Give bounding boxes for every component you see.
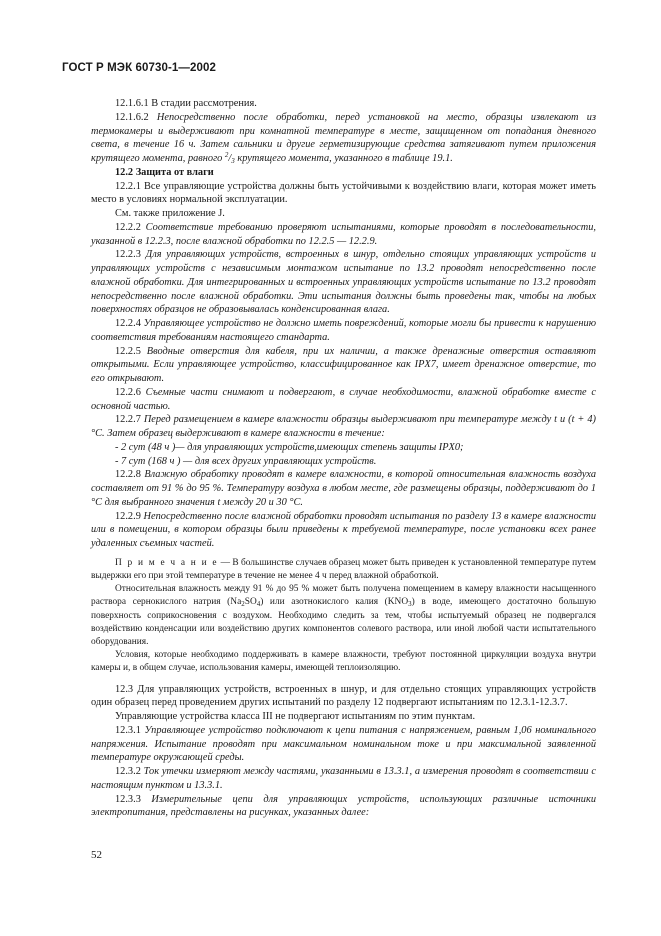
section-heading-12-2: 12.2 Защита от влаги: [115, 166, 214, 178]
paragraph-12-2-3: [91, 248, 596, 317]
subscript: 3: [408, 600, 412, 609]
clause-text: Управляющее устройство подключают к цепи питания с напряжением, равным 1,06 номинального напряжения. Испытание проводят при максимальном номинальном токе и при максимальной заявленной температуре окружающей среды.: [91, 724, 596, 764]
clause-number: 12.2.6: [115, 386, 141, 398]
note-paragraph-1: [91, 557, 596, 583]
paragraph-12-2-9: [91, 510, 596, 551]
paragraph-12-2-7: [91, 413, 596, 441]
clause-number: 12.2.9: [115, 510, 141, 522]
clause-text: Непосредственно после обработки, перед установкой на место, образцы извлекают из термокамеры и выдерживают при комнатной температуре в месте, защищенном от попадания дневного света, в течение 16 ч. Затем сальники и другие герметизирующие средства затягивают путем приложения крутящего момента, равного: [91, 111, 596, 164]
clause-text: Вводные отверстия для кабеля, при их наличии, а также дренажные отверстия оставляют открытыми. Если управляющее устройство, классифицированное как IPX7, имеет дренажное отверстие, то его открывают.: [91, 345, 596, 384]
paragraph-12-2-5: [91, 345, 596, 386]
note-text: SO: [244, 597, 257, 608]
standard-header: ГОСТ Р МЭК 60730-1—2002: [62, 62, 216, 74]
paragraph-12-2-2: [91, 221, 596, 249]
note-text: Относительная влажность между 91 % до 95 % может быть получена помещением в камеру влажности насыщенного раствора сернокислого натрия (Na: [91, 584, 596, 608]
clause-text: Перед размещением в камере влажности образцы выдерживают при температуре между t и (t + 4) °C. Затем образец выдерживают в камере влажности в течение:: [91, 414, 596, 439]
paragraph-12-3: 12.3 Для управляющих устройств, встроенных в шнур, и для отдельно стоящих управляющих устройств один образец перед проведением других испытаний по разделу 12 подвергают испытаниям по 12.3.1-12.3.7.: [91, 683, 596, 709]
paragraph-12-3-2: [91, 765, 596, 793]
paragraph-12-3-1: [91, 724, 596, 765]
fraction-denominator: 3: [231, 157, 235, 165]
clause-number: 12.2.3: [115, 249, 141, 261]
note-label: П р и м е ч а н и е: [115, 557, 219, 568]
clause-text-end: крутящего момента, указанного в таблице 19.1.: [234, 153, 453, 164]
note-paragraph-2: [91, 583, 596, 649]
paragraph-see-annex: См. также приложение J.: [115, 208, 225, 219]
clause-text: Соответствие требованию проверяют испытаниями, которые проводят в последовательности, указанной в 12.2.3, после влажной обработки по 12.2.5 — 12.2.9.: [91, 221, 596, 247]
page-number: 52: [91, 849, 102, 861]
clause-text: Ток утечки измеряют между частями, указанными в 13.3.1, а измерения проводят в соответствии с настоящим пунктом и 13.3.1.: [91, 766, 596, 791]
paragraph-12-1-6-2: [91, 111, 596, 166]
clause-number: 12.2.7: [115, 414, 141, 426]
paragraph-class-iii: Управляющие устройства класса III не подвергают испытаниям по этим пунктам.: [115, 711, 476, 723]
subscript: 4: [256, 600, 261, 609]
subscript: 2: [241, 600, 245, 609]
clause-number: 12.2.5: [115, 345, 141, 357]
clause-text: Измерительные цепи для управляющих устройств, использующих различные источники электропитания, представлены на рисунках, указанных далее:: [91, 793, 596, 819]
note-text: — В большинстве случаев образец может быть приведен к установленной температуре путем выдержки его при этой температуре в течение не менее 4 ч перед влажной обработкой.: [91, 557, 596, 581]
clause-number: 12.3.1: [115, 724, 141, 736]
note-text: ) или азотнокислого калия (KNO: [260, 597, 409, 608]
list-item-other: - 7 сут (168 ч ) — для всех других управляющих устройств.: [115, 455, 377, 467]
clause-text: Управляющее устройство не должно иметь повреждений, которые могли бы привести к нарушению соответствия требованиям настоящего стандарта.: [91, 318, 596, 343]
clause-text: Влажную обработку проводят в камере влажности, в которой относительная влажность воздуха составляет от 91 % до 95 %. Температуру воздуха в любом месте, где размещены образцы, поддерживают до 1 °C для выбранного значения t между 20 и 30 °C.: [91, 469, 596, 508]
clause-number: 12.1.6.2: [115, 111, 149, 123]
paragraph-12-3-3: [91, 793, 596, 821]
clause-text: Съемные части снимают и подвергают, в случае необходимости, влажной обработке вместе с основной частью.: [91, 386, 596, 412]
clause-number: 12.2.4: [115, 318, 141, 329]
clause-number: 12.2.2: [115, 221, 141, 233]
paragraph-12-2-4: [91, 317, 596, 345]
fraction: $^2/_3$: [224, 151, 235, 165]
paragraph-12-2-1: 12.2.1 Все управляющие устройства должны быть устойчивыми к воздействию влаги, которая может иметь место в условиях нормальной эксплуатации.: [91, 180, 596, 206]
note-text: ) в воде, имеющего достаточно большую поверхность соприкосновения с воздухом. Необходимо следить за тем, чтобы испытуемый образец не подвергался воздействию конденсации или воздействию других компонентов солевого раствора, или иной любой части испытательного оборудования.: [91, 597, 596, 647]
paragraph-12-2-8: [91, 468, 596, 509]
list-item-ipx0: - 2 сут (48 ч )— для управляющих устройств,имеющих степень защиты IPX0;: [115, 441, 464, 453]
page-content: [91, 97, 596, 820]
paragraph-12-1-6-1: 12.1.6.1 В стадии рассмотрения.: [115, 98, 257, 109]
clause-number: 12.3.3: [115, 793, 141, 805]
fraction-numerator: 2: [224, 151, 229, 159]
clause-text: Непосредственно после влажной обработки проводят испытания по разделу 13 в камере влажности или в помещении, в котором образцы были приведены к требуемой температуре, после установки всех ранее удаленных съемных частей.: [91, 510, 596, 549]
paragraph-12-2-6: [91, 386, 596, 414]
note-paragraph-3: Условия, которые необходимо поддерживать в камере влажности, требуют постоянной циркуляции воздуха внутри камеры и, в общем случае, использования камеры, имеющей теплоизоляцию.: [91, 650, 596, 674]
clause-number: 12.2.8: [115, 469, 141, 481]
clause-number: 12.3.2: [115, 766, 141, 778]
clause-text: Для управляющих устройств, встроенных в шнур, отдельно стоящих управляющих устройств и управляющих устройств с независимым монтажом испытание по 13.2 проводят непосредственно после влажной обработки. Для интегрированных и встроенных управляющих устройств испытание по 13.2 проводят непосредственно после влажной обработки. Эти испытания должны быть проведены так, чтобы на любых поверхностях образцов не образовывалась конденсированная влага.: [91, 249, 596, 316]
